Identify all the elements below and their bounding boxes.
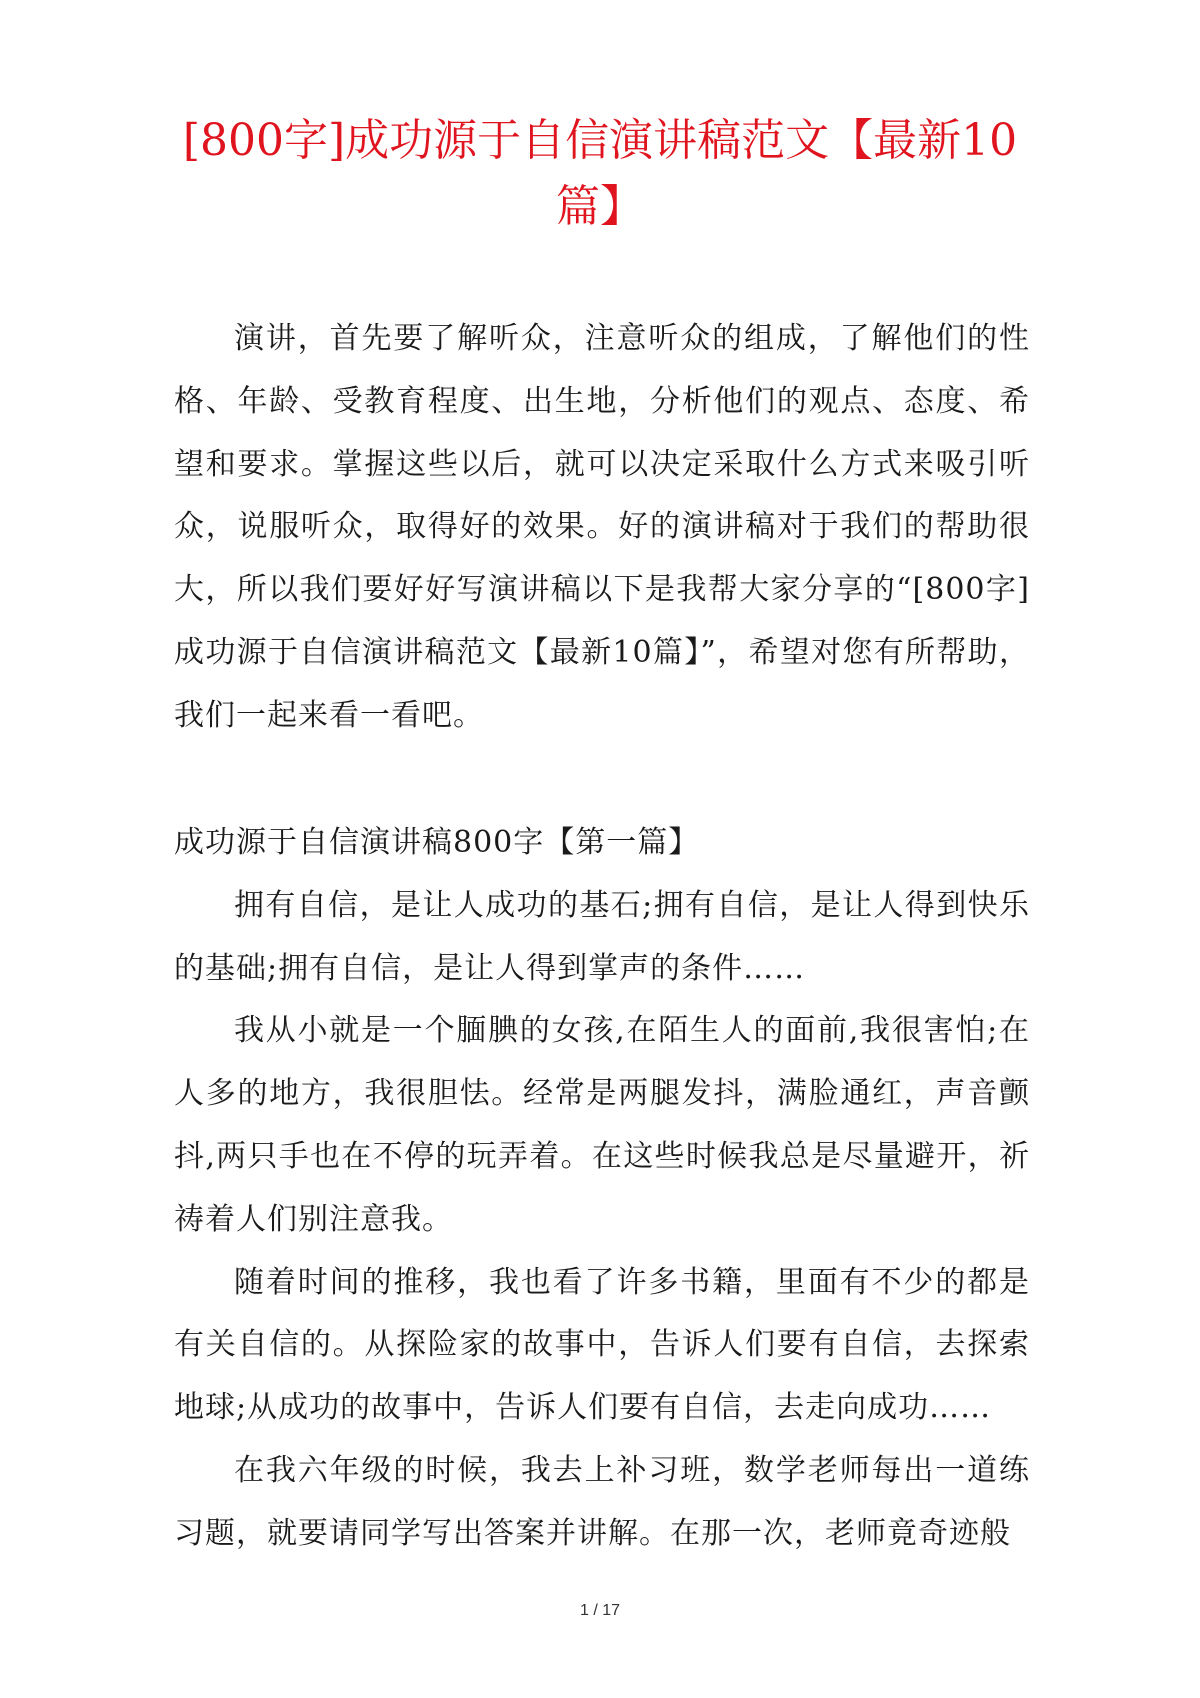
page-indicator: 1 / 17 (579, 1602, 621, 1619)
body-paragraph-1: 拥有自信，是让人成功的基石;拥有自信，是让人得到快乐的基础;拥有自信，是让人得到掌声的条件…… (174, 887, 1030, 986)
intro-paragraph: 演讲，首先要了解听众，注意听众的组成，了解他们的性格、年龄、受教育程度、出生地，分析他们的观点、态度、希望和要求。掌握这些以后，就可以决定采取什么方式来吸引听众，说服听众，取得好的效果。好的演讲稿对于我们的帮助很大，所以我们要好好写演讲稿以下是我帮大家分享的“[800字]成功源于自信演讲稿范文【最新10篇】”，希望对您有所帮助，我们一起来看一看吧。 (174, 321, 1030, 733)
section-block (174, 812, 1030, 1566)
body-paragraph-4: 在我六年级的时候，我去上补习班，数学老师每出一道练习题，就要请同学写出答案并讲解。在那一次，老师竟奇迹般 (174, 1452, 1030, 1551)
intro-block (174, 308, 1030, 748)
document-title: [800字]成功源于自信演讲稿范文【最新10篇】 (182, 115, 1018, 232)
body-paragraph-3: 随着时间的推移，我也看了许多书籍，里面有不少的都是有关自信的。从探险家的故事中，告诉人们要有自信，去探索地球;从成功的故事中，告诉人们要有自信，去走向成功…… (174, 1264, 1030, 1426)
section-heading: 成功源于自信演讲稿800字【第一篇】 (174, 825, 700, 860)
body-paragraph-2: 我从小就是一个腼腆的女孩,在陌生人的面前,我很害怕;在人多的地方，我很胆怯。经常是两腿发抖，满脸通红，声音颤抖,两只手也在不停的玩弄着。在这些时候我总是尽量避开，祈祷着人们别注意我。 (174, 1013, 1030, 1237)
